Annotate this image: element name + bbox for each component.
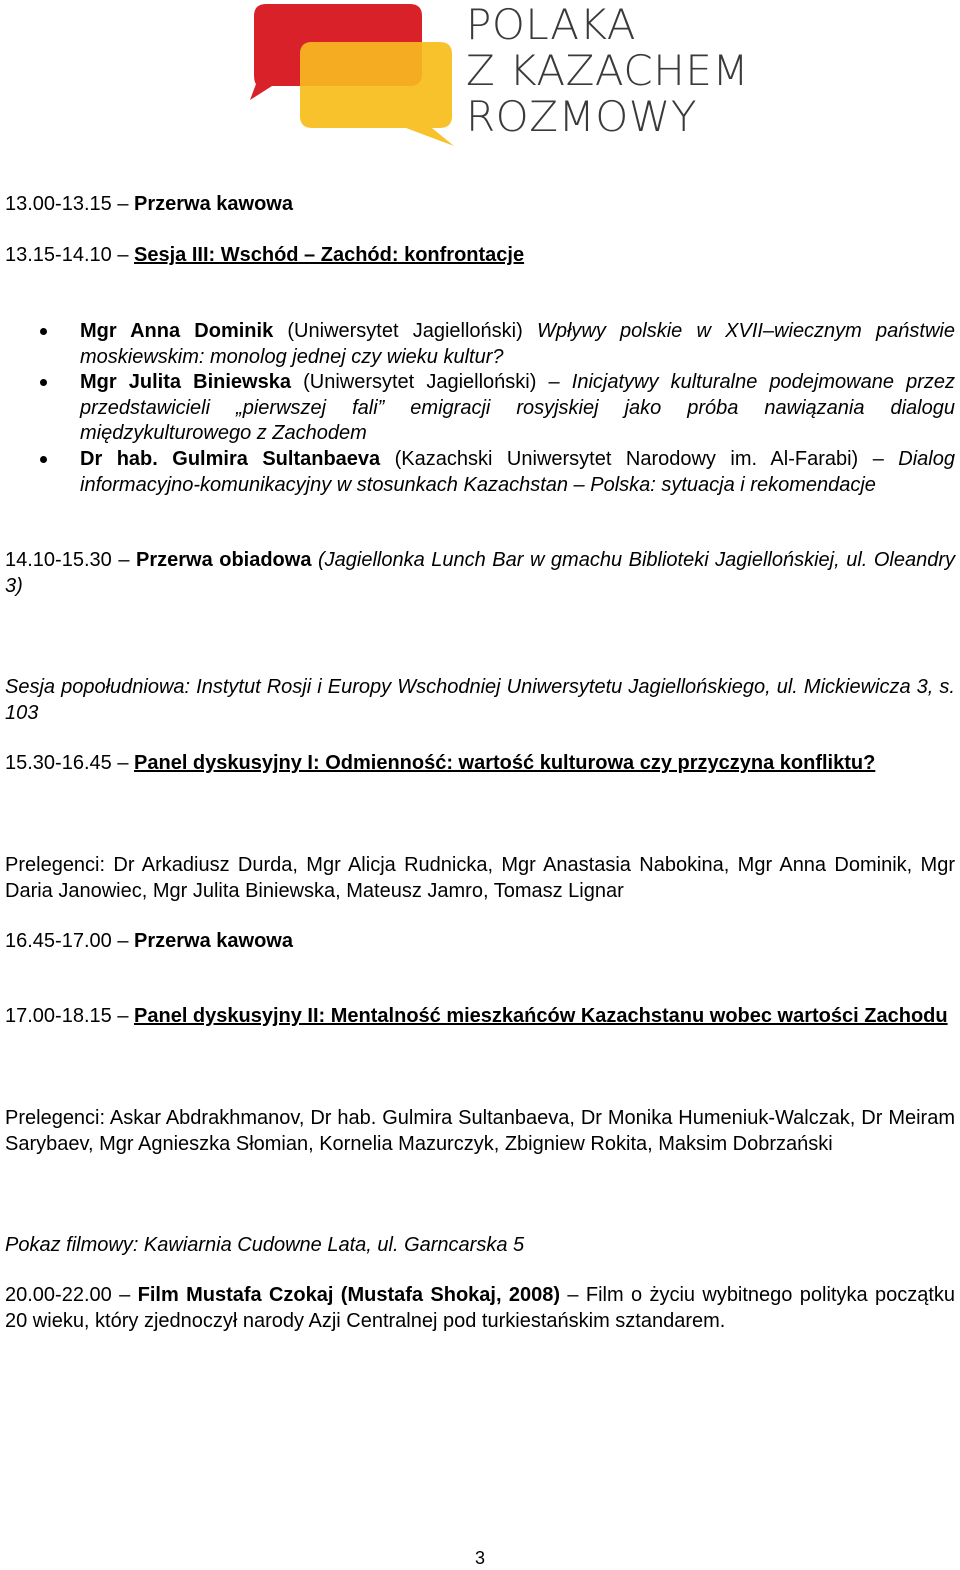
talk-title: Inicjatywy kulturalne podejmowane przez przedstawicieli „pierwszej fali” emigracji rosyjskiej jako próba nawiązania dialogu międzykulturowego z Zachodem <box>80 371 956 444</box>
panel-title: Panel dyskusyjny II: Mentalność mieszkańców Kazachstanu wobec wartości Zachodu <box>134 1005 948 1027</box>
time: 16.45-17.00 <box>5 930 112 952</box>
speaker-name: Mgr Julita Biniewska <box>80 371 291 393</box>
film-title: Film Mustafa Czokaj (Mustafa Shokaj, 2008) <box>137 1284 561 1306</box>
schedule-panel-2: 17.00-18.15 – Panel dyskusyjny II: Mentalność mieszkańców Kazachstanu wobec wartości Zachodu <box>5 1005 948 1027</box>
schedule-lunch: 14.10-15.30 – Przerwa obiadowa (Jagiellonka Lunch Bar w gmachu Biblioteki Jagiellońskiej, ul. Oleandry 3) <box>5 549 956 597</box>
schedule-film: 20.00-22.00 – Film Mustafa Czokaj (Mustafa Shokaj, 2008) – Film o życiu wybitnego polityka początku 20 wieku, który zjednoczył narody Azji Centralnej pod turkiestańskim sztandarem. <box>5 1284 955 1332</box>
time: 14.10-15.30 <box>5 549 112 571</box>
talk-title: Wpływy polskie w XVII–wiecznym państwie moskiewskim: monolog jednej czy wieku kultur? <box>80 320 955 368</box>
title: Przerwa obiadowa <box>135 549 312 571</box>
bullet-icon <box>40 456 47 463</box>
page-number: 3 <box>474 1548 485 1568</box>
speaker-name: Mgr Anna Dominik <box>80 320 274 342</box>
schedule-coffee-break-1: 13.00-13.15 – Przerwa kawowa <box>5 193 293 215</box>
afternoon-session-venue: Sesja popołudniowa: Instytut Rosji i Europy Wschodniej Uniwersytetu Jagiellońskiego, ul. Mickiewicza 3, s. 103 <box>5 676 955 724</box>
time: 13.00-13.15 <box>5 193 112 215</box>
session-title: Sesja III: Wschód – Zachód: konfrontacje <box>134 244 525 266</box>
logo-line-1: POLAKA <box>466 0 637 49</box>
title: Przerwa kawowa <box>134 193 293 215</box>
time: 15.30-16.45 <box>5 752 112 774</box>
list-item: Mgr Anna Dominik (Uniwersytet Jagielloński) Wpływy polskie w XVII–wiecznym państwie moskiewskim: monolog jednej czy wieku kultur? <box>80 320 955 368</box>
logo-line-3: ROZMOWY <box>466 92 697 141</box>
time: 17.00-18.15 <box>5 1005 112 1027</box>
panel-title: Panel dyskusyjny I: Odmienność: wartość kulturowa czy przyczyna konfliktu? <box>134 752 876 774</box>
list-item: Mgr Julita Biniewska (Uniwersytet Jagielloński) – Inicjatywy kulturalne podejmowane przez przedstawicieli „pierwszej fali” emigracji rosyjskiej jako próba nawiązania dialogu międzykulturowego z Zachodem <box>80 371 956 444</box>
title: Przerwa kawowa <box>134 930 293 952</box>
film-description: – Film o życiu wybitnego polityka początku 20 wieku, który zjednoczył narody Azji Centralnej pod turkiestańskim sztandarem. <box>5 1284 955 1332</box>
list-item: Dr hab. Gulmira Sultanbaeva (Kazachski Uniwersytet Narodowy im. Al-Farabi) – Dialog informacyjno-komunikacyjny w stosunkach Kazachstan – Polska: sytuacja i rekomendacje <box>80 448 955 496</box>
schedule-panel-1: 15.30-16.45 – Panel dyskusyjny I: Odmienność: wartość kulturowa czy przyczyna konfliktu? <box>5 752 876 774</box>
panel-1-speakers: Prelegenci: Dr Arkadiusz Durda, Mgr Alicja Rudnicka, Mgr Anastasia Nabokina, Mgr Anna Dominik, Mgr Daria Janowiec, Mgr Julita Biniewska, Mateusz Jamro, Tomasz Lignar <box>5 854 955 902</box>
logo-line-2: Z KAZACHEM <box>466 46 750 95</box>
talk-title: Dialog informacyjno-komunikacyjny w stosunkach Kazachstan – Polska: sytuacja i rekomendacje <box>80 448 955 496</box>
time: 13.15-14.10 <box>5 244 112 266</box>
speaker-name: Dr hab. Gulmira Sultanbaeva <box>80 448 381 470</box>
panel-2-speakers: Prelegenci: Askar Abdrakhmanov, Dr hab. Gulmira Sultanbaeva, Dr Monika Humeniuk-Walczak, Dr Meiram Sarybaev, Mgr Agnieszka Słomian, Kornelia Mazurczyk, Zbigniew Rokita, Maksim Dobrzański <box>5 1107 955 1155</box>
bullet-icon <box>40 328 47 335</box>
time: 20.00-22.00 <box>5 1284 112 1306</box>
bullet-icon <box>40 379 47 386</box>
schedule-session-3: 13.15-14.10 – Sesja III: Wschód – Zachód: konfrontacje <box>5 244 525 266</box>
venue: (Jagiellonka Lunch Bar w gmachu Biblioteki Jagiellońskiej, ul. Oleandry 3) <box>5 549 956 597</box>
film-screening-venue: Pokaz filmowy: Kawiarnia Cudowne Lata, ul. Garncarska 5 <box>5 1234 525 1256</box>
schedule-coffee-break-2: 16.45-17.00 – Przerwa kawowa <box>5 930 293 952</box>
